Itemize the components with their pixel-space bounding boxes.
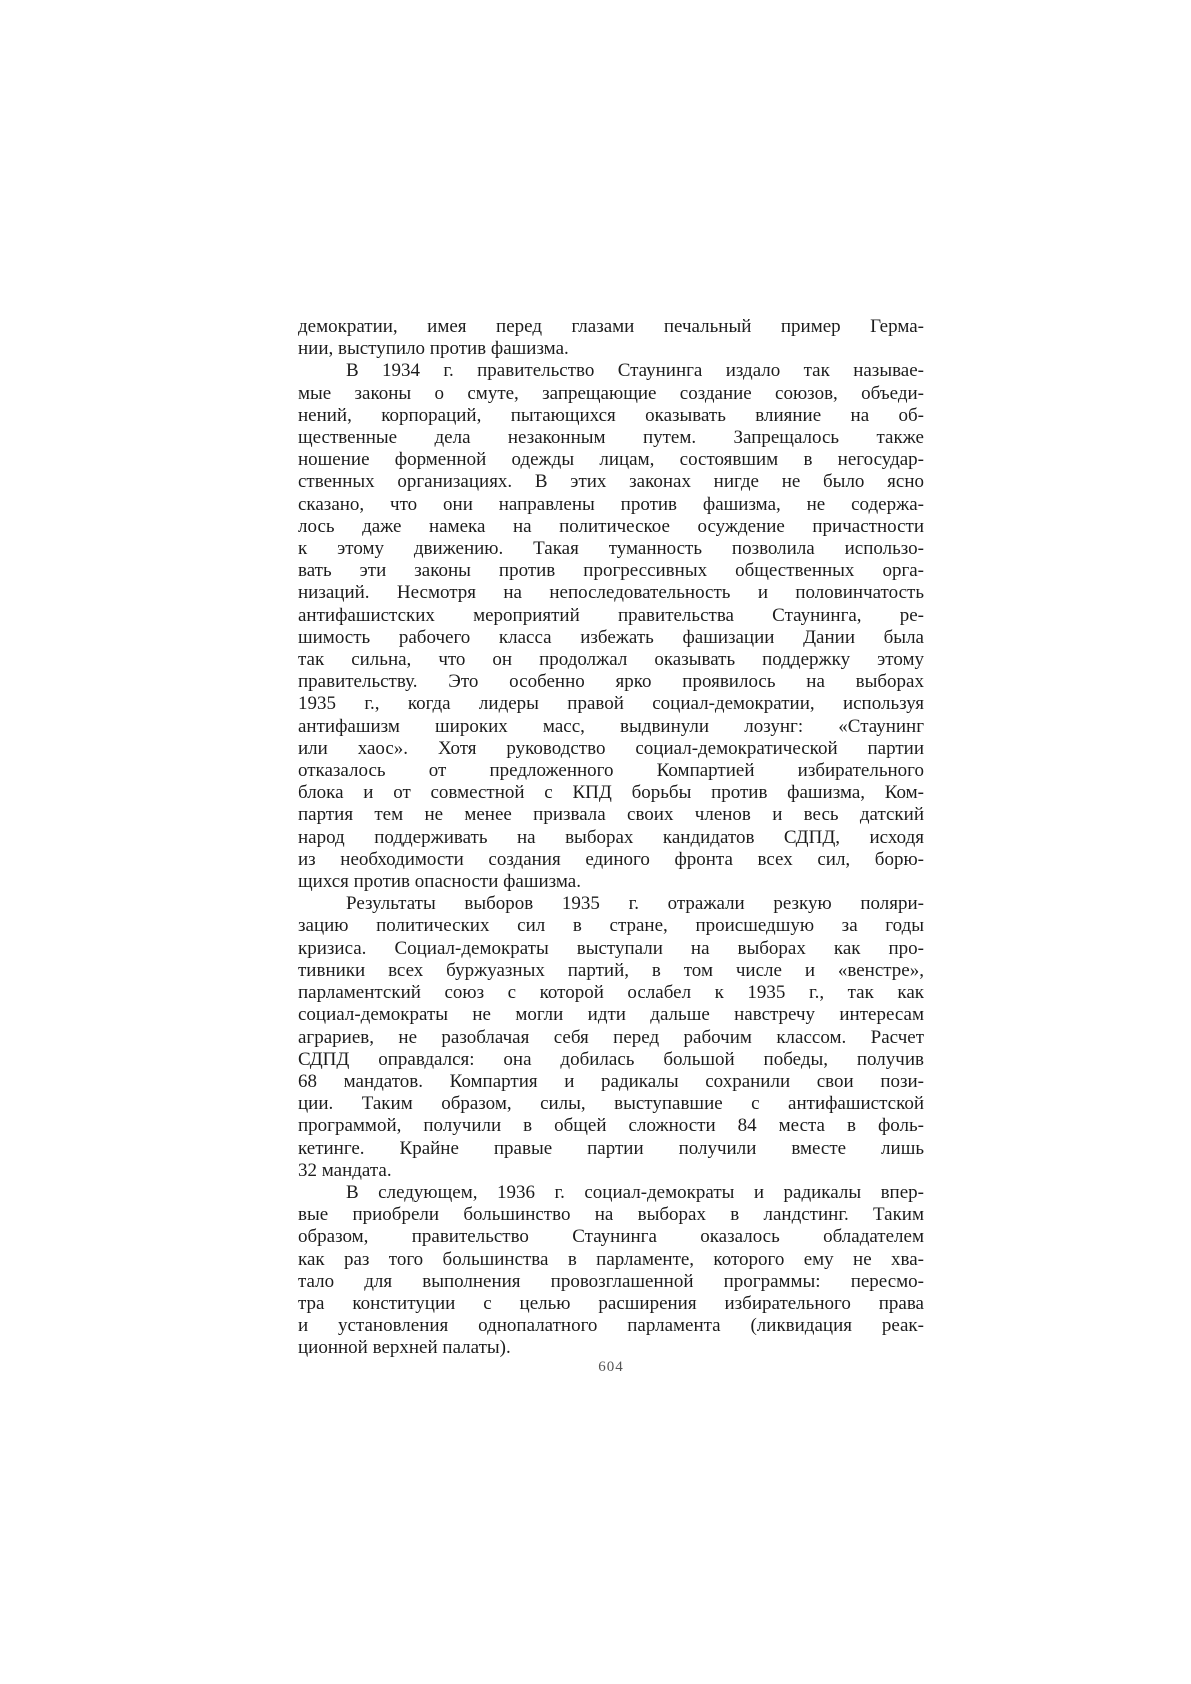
paragraph bbox=[298, 316, 924, 360]
text-line: В 1934 г. правительство Стаунинга издало так называе- bbox=[346, 360, 924, 382]
text-line: вые приобрели большинство на выборах в ландстинг. Таким bbox=[298, 1204, 924, 1226]
text-line: кризиса. Социал-демократы выступали на выборах как про- bbox=[298, 937, 924, 959]
text-line: нений, корпораций, пытающихся оказывать влияние на об- bbox=[298, 404, 924, 426]
text-line: СДПД оправдался: она добилась большой победы, получив bbox=[298, 1048, 924, 1070]
text-line: антифашистских мероприятий правительства Стаунинга, ре- bbox=[298, 604, 924, 626]
text-line: парламентский союз с которой ослабел к 1935 г., так как bbox=[298, 982, 924, 1004]
text-line: ношение форменной одежды лицам, состоявшим в негосудар- bbox=[298, 449, 924, 471]
text-line: зацию политических сил в стране, происшедшую за годы bbox=[298, 915, 924, 937]
text-line: образом, правительство Стаунинга оказалось обладателем bbox=[298, 1226, 924, 1248]
text-line: к этому движению. Такая туманность позволила использо- bbox=[298, 538, 924, 560]
paragraph bbox=[298, 360, 924, 893]
text-line: антифашизм широких масс, выдвинули лозунг: «Стаунинг bbox=[298, 715, 924, 737]
text-line: демократии, имея перед глазами печальный пример Герма- bbox=[298, 316, 924, 337]
text-line: шимость рабочего класса избежать фашизации Дании была bbox=[298, 626, 924, 648]
text-line: народ поддерживать на выборах кандидатов СДПД, исходя bbox=[298, 826, 924, 848]
text-line: сказано, что они направлены против фашизма, не содержа- bbox=[298, 493, 924, 515]
text-line: или хаос». Хотя руководство социал-демократической партии bbox=[298, 737, 924, 759]
text-line: 68 мандатов. Компартия и радикалы сохранили свои пози- bbox=[298, 1070, 924, 1092]
text-line: тра конституции с целью расширения избирательного права bbox=[298, 1292, 924, 1314]
book-page bbox=[298, 316, 924, 1375]
text-line: вать эти законы против прогрессивных общественных орга- bbox=[298, 560, 924, 582]
text-line: аграриев, не разоблачая себя перед рабочим классом. Расчет bbox=[298, 1026, 924, 1048]
text-line: и установления однопалатного парламента (ликвидация реак- bbox=[298, 1315, 924, 1337]
text-line: так сильна, что он продолжал оказывать поддержку этому bbox=[298, 649, 924, 671]
paragraph bbox=[298, 1182, 924, 1360]
body-text bbox=[298, 316, 924, 1360]
paragraph bbox=[298, 893, 924, 1182]
text-line: ственных организациях. В этих законах нигде не было ясно bbox=[298, 471, 924, 493]
text-line: 32 мандата. bbox=[298, 1159, 392, 1181]
text-line: социал-демократы не могли идти дальше навстречу интересам bbox=[298, 1004, 924, 1026]
text-line: нии, выступило против фашизма. bbox=[298, 338, 569, 360]
text-line: правительству. Это особенно ярко проявилось на выборах bbox=[298, 671, 924, 693]
text-line: тало для выполнения провозглашенной программы: пересмо- bbox=[298, 1270, 924, 1292]
text-line: 1935 г., когда лидеры правой социал-демократии, используя bbox=[298, 693, 924, 715]
text-line: щественные дела незаконным путем. Запрещалось также bbox=[298, 427, 924, 449]
text-line: ционной верхней палаты). bbox=[298, 1337, 511, 1359]
text-line: программой, получили в общей сложности 84 места в фоль- bbox=[298, 1115, 924, 1137]
text-line: тивники всех буржуазных партий, в том числе и «венстре», bbox=[298, 959, 924, 981]
text-line: из необходимости создания единого фронта всех сил, борю- bbox=[298, 848, 924, 870]
text-line: кетинге. Крайне правые партии получили вместе лишь bbox=[298, 1137, 924, 1159]
text-line: В следующем, 1936 г. социал-демократы и радикалы впер- bbox=[346, 1181, 924, 1203]
text-line: низаций. Несмотря на непоследовательность и половинчатость bbox=[298, 582, 924, 604]
text-line: лось даже намека на политическое осуждение причастности bbox=[298, 515, 924, 537]
text-line: отказалось от предложенного Компартией избирательного bbox=[298, 760, 924, 782]
text-line: блока и от совместной с КПД борьбы против фашизма, Ком- bbox=[298, 782, 924, 804]
text-line: щихся против опасности фашизма. bbox=[298, 871, 581, 893]
text-line: мые законы о смуте, запрещающие создание союзов, объеди- bbox=[298, 382, 924, 404]
text-line: Результаты выборов 1935 г. отражали резкую поляри- bbox=[346, 893, 924, 915]
text-line: как раз того большинства в парламенте, которого ему не хва- bbox=[298, 1248, 924, 1270]
page-number: 604 bbox=[598, 1359, 624, 1375]
text-line: ции. Таким образом, силы, выступавшие с антифашистской bbox=[298, 1093, 924, 1115]
text-line: партия тем не менее призвала своих членов и весь датский bbox=[298, 804, 924, 826]
